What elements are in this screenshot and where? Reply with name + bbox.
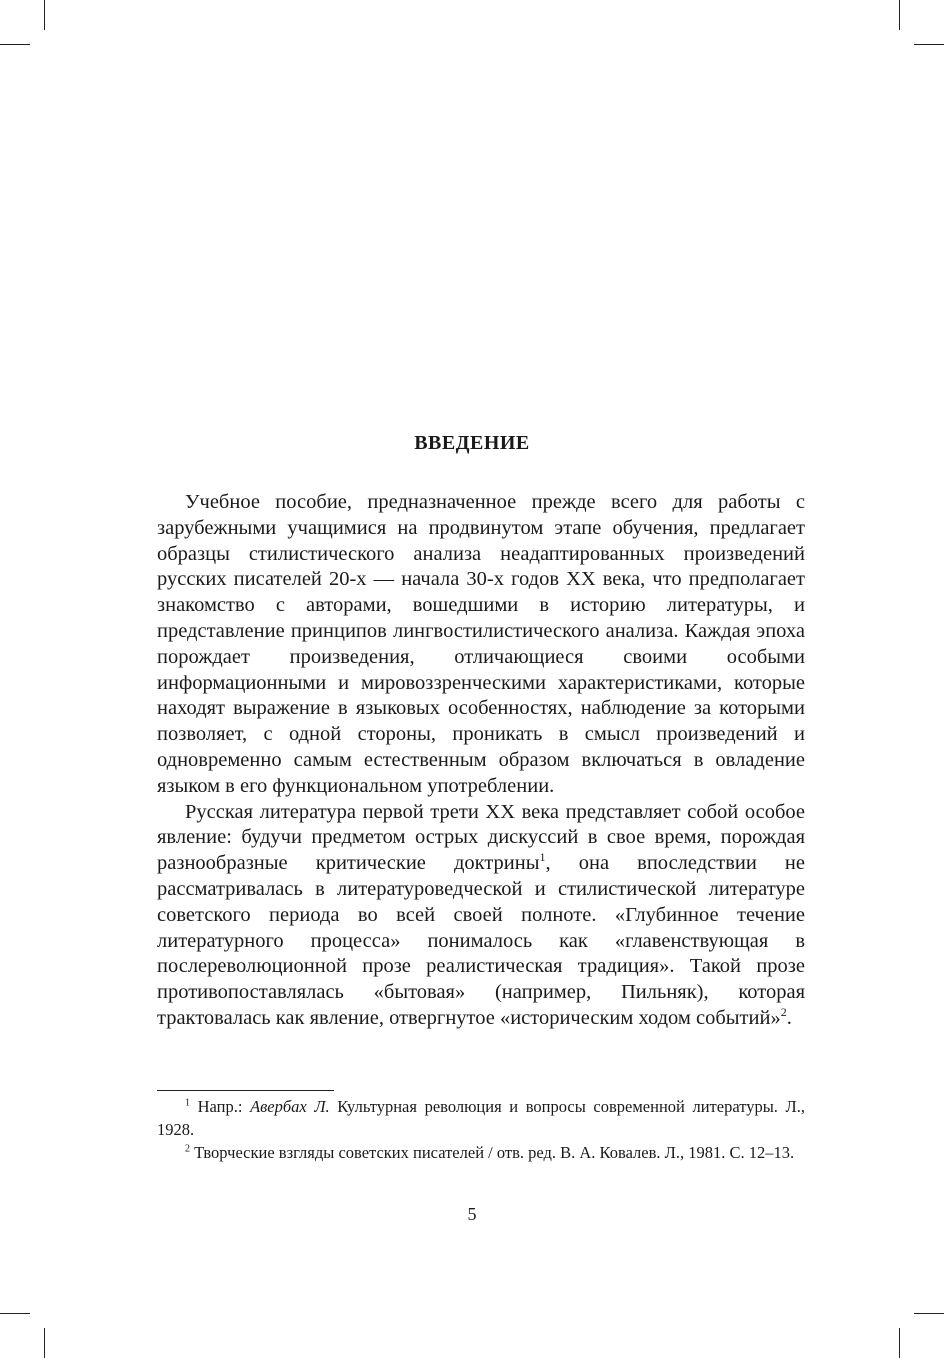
footnote-1-text: Культурная революция и вопросы современной литературы. Л., 1928. <box>157 1097 805 1139</box>
crop-mark-top-right-v <box>899 0 900 30</box>
footnote-ref-1[interactable]: 1 <box>539 850 546 865</box>
paragraph-2 <box>157 800 805 1032</box>
footnote-2-text: Творческие взгляды советских писателей / отв. ред. В. А. Ковалев. Л., 1981. С. 12–13. <box>190 1143 795 1162</box>
footnote-2-number: 2 <box>185 1143 190 1155</box>
body-text <box>157 490 805 1032</box>
footnote-separator <box>157 1090 334 1091</box>
footnote-2 <box>157 1141 805 1164</box>
footnotes <box>157 1095 805 1164</box>
crop-mark-bottom-left-v <box>44 1328 45 1358</box>
crop-mark-bottom-right-v <box>899 1328 900 1358</box>
paragraph-2-part-c: . <box>786 1006 792 1029</box>
paragraph-1: Учебное пособие, предназначенное прежде всего для работы с зарубежными учащимися на продвинутом этапе обучения, предлагает образцы стилистического анализа неадаптированных произведений русских писателей 20-х — начала 30-х годов XX века, что предполагает знакомство с авторами, вошедшими в историю литературы, и представление принципов лингвостилистического анализа. Каждая эпоха порождает произведения, отличающиеся своими особыми информационными и мировоззренческими характеристиками, которые находят выражение в языковых особенностях, наблюдение за которыми позволяет, с одной стороны, проникать в смысл произведений и одновременно самым естественным образом включаться в овладение языком в его функциональном употреблении. <box>157 491 805 797</box>
footnote-1-author: Авербах Л. <box>250 1097 330 1116</box>
crop-mark-bottom-right-h <box>914 1313 944 1314</box>
crop-mark-bottom-left-h <box>0 1313 30 1314</box>
footnote-1-prefix: Напр.: <box>190 1097 251 1116</box>
crop-mark-top-right-h <box>914 44 944 45</box>
crop-mark-top-left-h <box>0 44 30 45</box>
paragraph-2-part-b: , она впоследствии не рассматривалась в литературоведческой и стилистической литературе советского периода во всей своей полноте. «Глубинное течение литературного процесса» понималось как «главенствующая в послереволюционной прозе реалистическая традиция». Такой прозе противопоставлялась «бытовая» (например, Пильняк), которая трактовалась как явление, отвергнутое «историческим ходом событий» <box>157 852 805 1029</box>
footnote-1-number: 1 <box>185 1097 190 1109</box>
page-number: 5 <box>467 1204 477 1224</box>
footnote-1 <box>157 1095 805 1141</box>
crop-mark-top-left-v <box>44 0 45 30</box>
footnote-ref-2[interactable]: 2 <box>780 1005 787 1020</box>
page-title: ВВЕДЕНИЕ <box>414 432 530 454</box>
paragraph-2-part-a: Русская литература первой трети XX века представляет собой особое явление: будучи предметом острых дискуссий в свое время, порождая разнообразные критические доктрины <box>157 800 805 875</box>
